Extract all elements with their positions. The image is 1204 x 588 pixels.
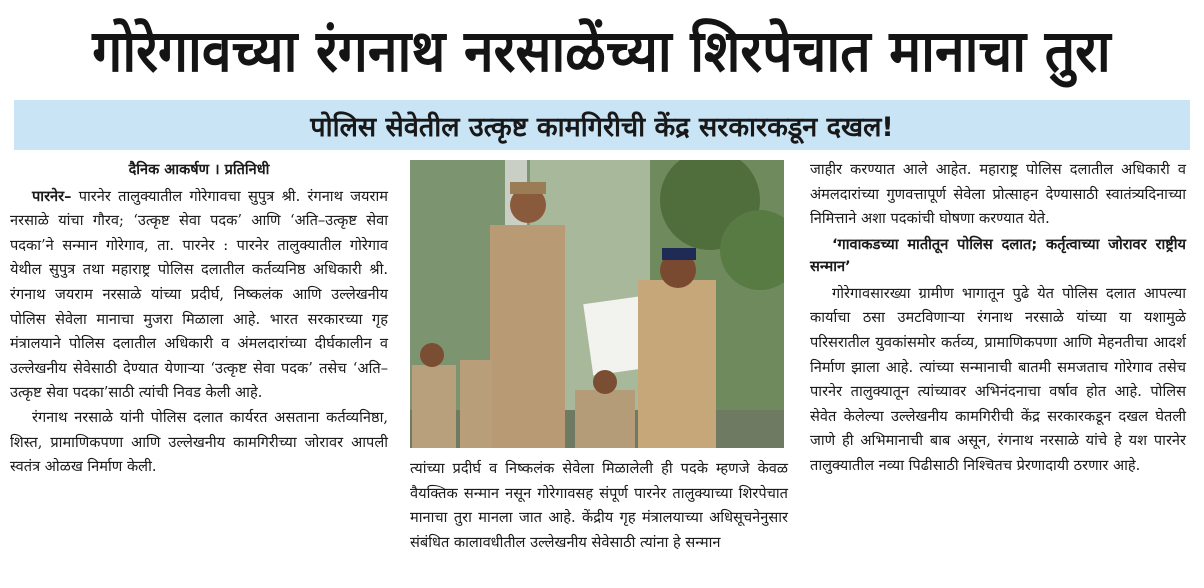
article-column-2 — [410, 457, 788, 555]
article-column-1 — [10, 158, 388, 480]
award-ceremony-photo — [410, 160, 784, 448]
column2-paragraph-1: त्यांच्या प्रदीर्घ व निष्कलंक सेवेला मिळालेली ही पदके म्हणजे केवळ वैयक्तिक सन्मान नसून गोरेगावसह संपूर्ण पारनेर तालुक्याच्या शिरपेचात मानाचा तुरा मानला जात आहे. केंद्रीय गृह मंत्रालयाच्या अधिसूचनेनुसार संबंधित कालावधीतील उल्लेखनीय सेवेसाठी त्यांना हे सन्मान — [410, 460, 788, 551]
headline-text: गोरेगावच्या रंगनाथ नरसाळेंच्या शिरपेचात मानाचा तुरा — [92, 16, 1112, 85]
column3-paragraph-1: जाहीर करण्यात आले आहेत. महाराष्ट्र पोलिस दलातील अधिकारी व अंमलदारांच्या गुणवत्तापूर्ण सेवेला प्रोत्साहन देण्यासाठी स्वातंत्र्यदिनाच्या निमित्ताने अशा पदकांची घोषणा करण्यात येते. — [810, 161, 1186, 228]
subheadline-banner — [14, 100, 1190, 150]
column3-subhead: ‘गावाकडच्या मातीतून पोलिस दलात; कर्तृत्वाच्या जोरावर राष्ट्रीय सन्मान’ — [810, 235, 1186, 275]
subheadline-text: पोलिस सेवेतील उत्कृष्ट कामगिरीची केंद्र सरकारकडून दखल! — [310, 111, 894, 143]
dateline: पारनेर– — [32, 187, 72, 205]
byline: दैनिक आकर्षण । प्रतिनिधी — [128, 162, 270, 178]
column1-paragraph-1 — [10, 185, 388, 406]
article-photo — [410, 160, 784, 448]
headline — [0, 0, 1204, 96]
column1-paragraph-2: रंगनाथ नरसाळे यांनी पोलिस दलात कार्यरत असताना कर्तव्यनिष्ठा, शिस्त, प्रामाणिकपणा आणि उल्लेखनीय कामगिरीच्या जोरावर आपली स्वतंत्र ओळख निर्माण केली. — [10, 408, 388, 476]
column3-paragraph-2: गोरेगावसारख्या ग्रामीण भागातून पुढे येत पोलिस दलात आपल्या कार्याचा ठसा उमटविणाऱ्या रंगनाथ नरसाळे यांच्या या यशामुळे परिसरातील युवकांसमोर कर्तव्य, प्रामाणिकपणा आणि मेहनतीचा आदर्श निर्माण झाला आहे. त्यांच्या सन्मानाची बातमी समजताच गोरेगाव तसेच पारनेर तालुक्यातून त्यांच्यावर अभिनंदनाचा वर्षाव होत आहे. पोलिस सेवेत केलेल्या उल्लेखनीय कामगिरीची केंद्र सरकारकडून दखल घेतली जाणे ही अभिमानाची बाब असून, रंगनाथ नरसाळे यांचे हे यश पारनेर तालुक्यातील नव्या पिढीसाठी निश्चितच प्रेरणादायी ठरणार आहे. — [810, 284, 1186, 474]
article-column-3 — [810, 158, 1186, 479]
column1-paragraph-1-text: पारनेर तालुक्यातील गोरेगावचा सुपुत्र श्री. रंगनाथ जयराम नरसाळे यांचा गौरव; ‘उत्कृष्ट सेवा पदक’ आणि ‘अति–उत्कृष्ट सेवा पदका’ने सन्मान गोरेगाव, ता. पारनेर : पारनेर तालुक्यातील गोरेगाव येथील सुपुत्र तथा महाराष्ट्र पोलिस दलातील कर्तव्यनिष्ठ अधिकारी श्री. रंगनाथ जयराम नरसाळे यांच्या प्रदीर्घ, निष्कलंक आणि उल्लेखनीय पोलिस सेवेला मानाचा मुजरा मिळाला आहे. भारत सरकारच्या गृह मंत्रालयाने पोलिस दलातील अधिकारी व अंमलदारांच्या दीर्घकालीन व उल्लेखनीय सेवेसाठी देण्यात येणाऱ्या ‘उत्कृष्ट सेवा पदक’ तसेच ‘अति–उत्कृष्ट सेवा पदका’साठी त्यांची निवड केली आहे. — [10, 187, 388, 402]
